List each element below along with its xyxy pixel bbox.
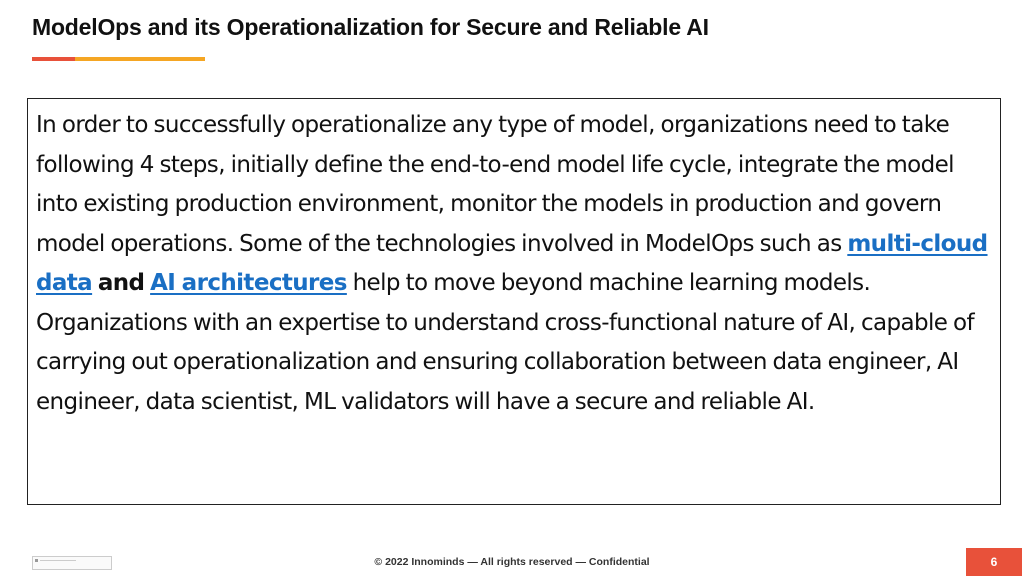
page-number-badge: 6 xyxy=(966,548,1022,576)
title-accent-orange xyxy=(75,57,205,61)
body-paragraph xyxy=(36,106,992,422)
slide-title: ModelOps and its Operationalization for Secure and Reliable AI xyxy=(32,14,709,40)
and-word: and xyxy=(97,270,145,296)
title-accent-red xyxy=(32,57,75,61)
body-text-intro: In order to successfully operationalize any type of model, organizations need to take following 4 steps, initially define the end-to-end model life cycle, integrate the model into existing production environment, monitor the models in production and govern model operations. Some of the technologies involved in ModelOps such as xyxy=(36,112,954,257)
ai-architectures-link[interactable]: AI architectures xyxy=(150,270,347,296)
multi-cloud-data-link[interactable]: multi-cloud data xyxy=(36,230,988,296)
content-box xyxy=(27,98,1001,505)
footer-copyright: © 2022 Innominds — All rights reserved — Confidential xyxy=(374,556,650,568)
body-text-outro: help to move beyond machine learning models. Organizations with an expertise to understand cross-functional nature of AI, capable of carrying out operationalization and ensuring collaboration between data engineer, AI engineer, data scientist, ML validators will have a secure and reliable AI. xyxy=(36,270,975,415)
